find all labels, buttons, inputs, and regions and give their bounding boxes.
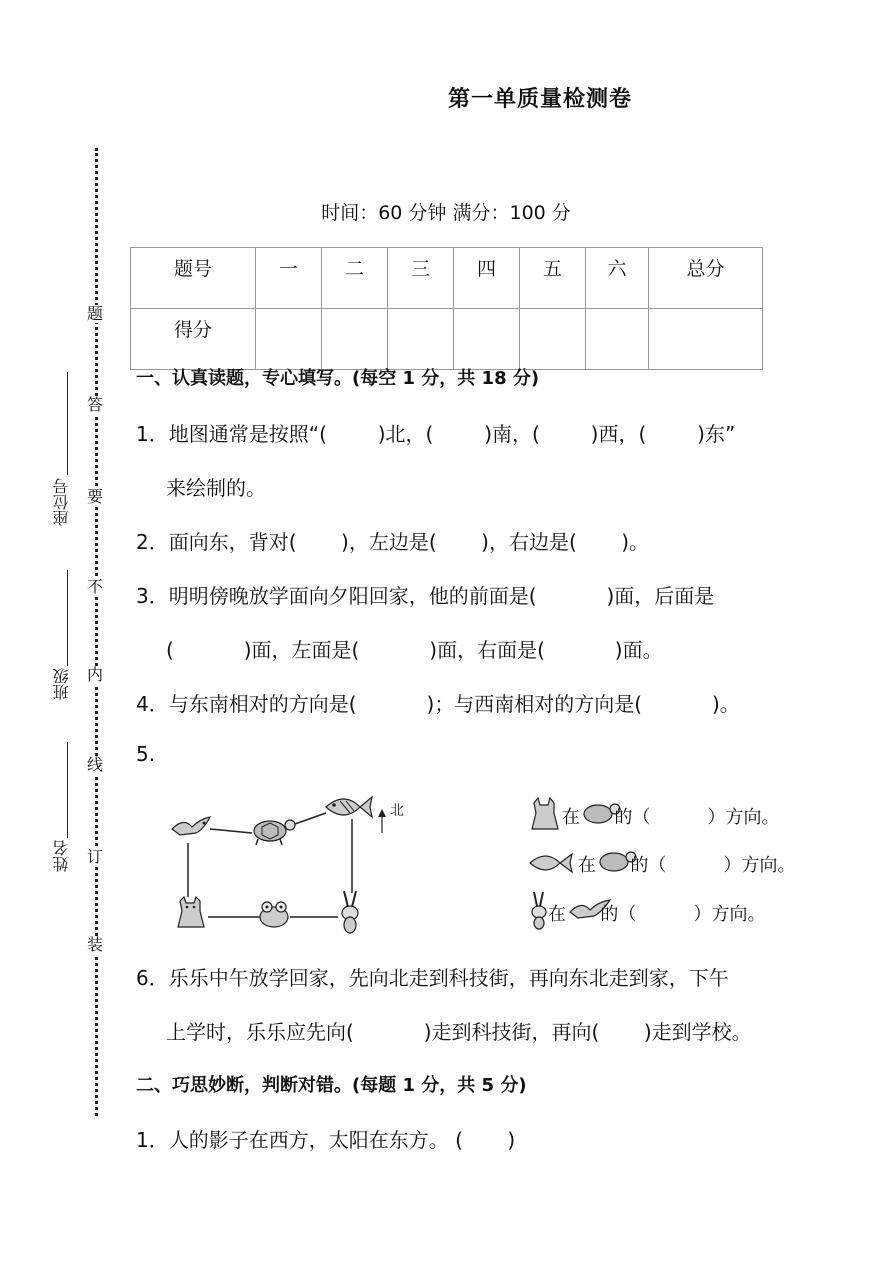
- class-label: 班级: [52, 668, 71, 700]
- table-cell: 三: [388, 248, 454, 309]
- rabbit-icon: [528, 892, 550, 930]
- table-cell: 总分: [649, 248, 763, 309]
- north-label: 北: [390, 803, 404, 819]
- binding-char: 要: [86, 487, 103, 506]
- question-6-line-1: 6．乐乐中午放学回家，先向北走到科技街，再向东北走到家，下午: [136, 966, 729, 990]
- score-table-header-row: [131, 248, 763, 309]
- binding-char: 题: [86, 304, 103, 323]
- question-1-line-1: 1．地图通常是按照“( )北，( )南，( )西，( )东”: [136, 422, 736, 446]
- binding-char: 答: [86, 395, 103, 414]
- section-1-heading: 一、认真读题，专心填写。(每空 1 分，共 18 分): [136, 368, 540, 389]
- table-cell: 得分: [131, 309, 256, 370]
- question-1-line-2: 来绘制的。: [166, 476, 266, 500]
- table-cell: 一: [256, 248, 322, 309]
- binding-dotted-line: [95, 148, 98, 1116]
- name-blank: [67, 742, 68, 838]
- fish-icon: [326, 797, 372, 817]
- q5-statement-2: 在 的（ ）方向。: [578, 855, 796, 876]
- table-cell: 四: [454, 248, 520, 309]
- frog-icon: [260, 902, 288, 927]
- table-cell: 五: [520, 248, 586, 309]
- table-cell: 六: [586, 248, 649, 309]
- class-blank: [67, 570, 68, 666]
- score-cell[interactable]: [454, 309, 520, 370]
- score-cell[interactable]: [388, 309, 454, 370]
- question-3-line-2: ( )面，左面是( )面，右面是( )面。: [166, 638, 663, 662]
- question-2: 2．面向东，背对( )，左边是( )，右边是( )。: [136, 530, 650, 554]
- binding-char: 不: [86, 577, 103, 596]
- score-cell[interactable]: [649, 309, 763, 370]
- score-cell[interactable]: [586, 309, 649, 370]
- judgement-question-1: 1．人的影子在西方，太阳在东方。 ( ): [136, 1128, 516, 1152]
- name-label: 姓名: [52, 840, 71, 872]
- rabbit-icon: [342, 891, 358, 933]
- table-cell: 二: [322, 248, 388, 309]
- binding-char: 线: [86, 755, 103, 774]
- turtle-icon: [254, 820, 295, 845]
- cat-icon: [528, 797, 560, 831]
- section-2-heading: 二、巧思妙断，判断对错。(每题 1 分，共 5 分): [136, 1075, 527, 1096]
- exam-info: 时间：60 分钟 满分：100 分: [321, 202, 571, 224]
- animal-map-diagram: [160, 785, 420, 945]
- question-5-number: 5.: [136, 742, 156, 766]
- binding-char: 装: [86, 935, 103, 954]
- score-cell[interactable]: [520, 309, 586, 370]
- binding-char: 订: [86, 847, 103, 866]
- fish-icon: [528, 850, 574, 876]
- bird-icon: [172, 817, 210, 835]
- cat-icon: [178, 897, 204, 927]
- q5-statement-1: 在 的（ ）方向。: [562, 807, 780, 828]
- table-cell: 题号: [131, 248, 256, 309]
- score-table: [130, 247, 763, 370]
- score-cell[interactable]: [256, 309, 322, 370]
- page-title: 第一单质量检测卷: [447, 87, 632, 112]
- score-table-score-row: [131, 309, 763, 370]
- north-arrow-icon: [378, 809, 386, 833]
- seat-number-blank: [67, 372, 68, 475]
- seat-number-label: 座位号: [52, 478, 71, 526]
- binding-char: 内: [86, 665, 103, 684]
- q5-statement-3: 在 的（ ）方向。: [548, 904, 766, 925]
- question-4: 4．与东南相对的方向是( )；与西南相对的方向是( )。: [136, 692, 740, 716]
- question-3-line-1: 3．明明傍晚放学面向夕阳回家，他的前面是( )面，后面是: [136, 584, 715, 608]
- score-cell[interactable]: [322, 309, 388, 370]
- question-6-line-2: 上学时，乐乐应先向( )走到科技街，再向( )走到学校。: [166, 1020, 752, 1044]
